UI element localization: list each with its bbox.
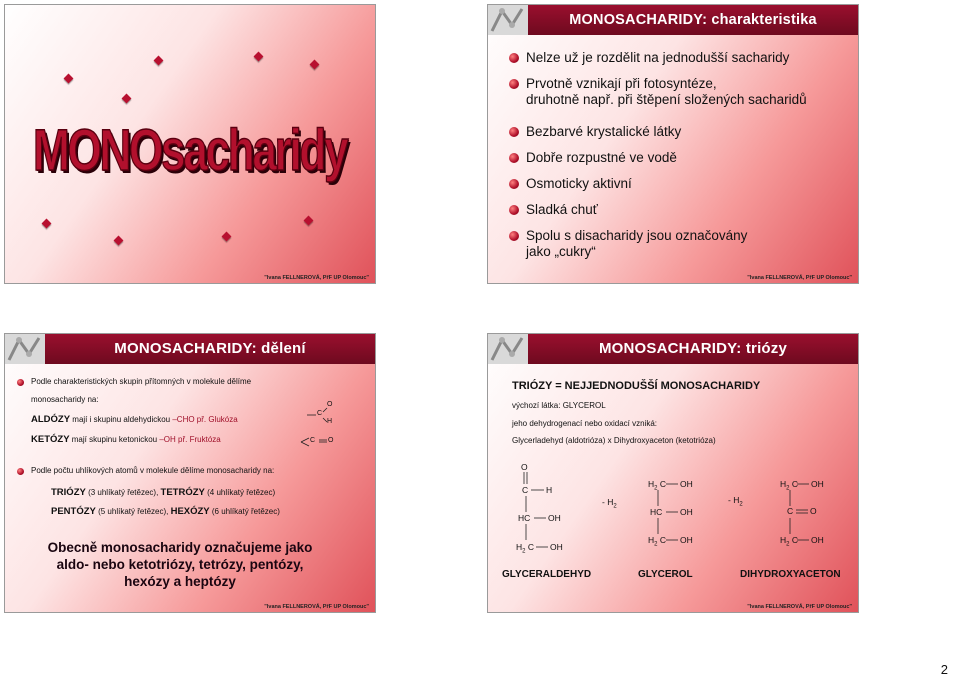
decor-dot bbox=[222, 232, 232, 242]
page-number: 2 bbox=[940, 662, 948, 677]
slide-footer: "Ivana FELLNEROVÁ, PřF UP Olomouc" bbox=[264, 604, 369, 610]
decor-dot bbox=[122, 94, 132, 104]
slide-title-bar bbox=[488, 5, 858, 35]
slide-title bbox=[4, 4, 376, 284]
decor-dot bbox=[304, 216, 314, 226]
atom-label: $H_2$ C bbox=[648, 535, 666, 548]
slide-main-title: MONOsacharidy bbox=[33, 118, 347, 183]
atom-label: OH bbox=[680, 479, 693, 489]
reaction-arrow-label: - $H_2$ bbox=[728, 495, 743, 508]
text-line: výchozí látka: GLYCEROL bbox=[512, 401, 606, 410]
atom-label: HC bbox=[518, 513, 531, 523]
list-item: Spolu s disacharidy jsou označovány jako „cukry“ bbox=[506, 228, 807, 276]
atom-label: C bbox=[522, 485, 529, 495]
slide-classification bbox=[4, 333, 376, 613]
atom-label: O bbox=[521, 462, 528, 472]
bullet-icon bbox=[509, 205, 519, 215]
atom-label: $H_2$ C bbox=[516, 542, 534, 555]
slide-title: MONOSACHARIDY: triózy bbox=[598, 340, 788, 357]
type-line: PENTÓZY (5 uhlíkatý řetězec), HEXÓZY (6 uhlíkatý řetězec) bbox=[51, 506, 280, 517]
atom-label: OH bbox=[680, 507, 693, 517]
atom-label: OH bbox=[680, 535, 693, 545]
bullet-icon bbox=[509, 153, 519, 163]
decor-dot bbox=[114, 236, 124, 246]
atom-label: O bbox=[810, 506, 817, 516]
compound-label: DIHYDROXYACETON bbox=[740, 569, 841, 580]
atom-label: H bbox=[546, 485, 553, 495]
atom-label: C bbox=[317, 410, 323, 417]
bullet-text-cont: monosacharidy na: bbox=[31, 395, 99, 404]
bullet-icon bbox=[509, 231, 519, 241]
aldozy-line: ALDÓZY mají i skupinu aldehydickou –CHO př. Glukóza bbox=[31, 414, 238, 425]
list-item: Prvotně vznikají při fotosyntéze, druhotně např. při štěpení složených sacharidů bbox=[506, 76, 807, 124]
bullet-icon bbox=[17, 468, 24, 475]
atom-label: $H_2$ C bbox=[780, 479, 798, 492]
compound-label: GLYCERALDEHYD bbox=[502, 569, 592, 580]
type-line: TRIÓZY (3 uhlíkatý řetězec), TETRÓZY (4 uhlíkatý řetězec) bbox=[51, 487, 276, 498]
decor-dot bbox=[64, 74, 74, 84]
decor-dot bbox=[254, 52, 264, 62]
reaction-arrow-label: - $H_2$ bbox=[602, 497, 617, 510]
bullet-text: Podle charakteristických skupin přítomných v molekule dělíme bbox=[17, 377, 251, 386]
slide-title: MONOSACHARIDY: charakteristika bbox=[569, 12, 817, 28]
decor-dot bbox=[154, 56, 164, 66]
bullet-icon bbox=[509, 179, 519, 189]
molecule-icon bbox=[488, 5, 528, 35]
atom-label: HC bbox=[650, 507, 663, 517]
slide-characteristics bbox=[487, 4, 859, 284]
list-item: Osmoticky aktivní bbox=[506, 176, 807, 202]
atom-label: O bbox=[327, 401, 333, 408]
compound-label: GLYCEROL bbox=[638, 569, 693, 580]
bullet-icon bbox=[509, 53, 519, 63]
atom-label: $H_2$ C bbox=[780, 535, 798, 548]
bullet-icon bbox=[509, 79, 519, 89]
ketozy-line: KETÓZY mají skupinu ketonickou –OH př. Fruktóza bbox=[31, 434, 221, 445]
list-item: Bezbarvé krystalické látky bbox=[506, 124, 807, 150]
slide-footer: "Ivana FELLNEROVÁ, PřF UP Olomouc" bbox=[747, 604, 852, 610]
decor-dot bbox=[310, 60, 320, 70]
atom-label: OH bbox=[811, 535, 824, 545]
atom-label: OH bbox=[811, 479, 824, 489]
atom-label: C bbox=[310, 437, 316, 444]
slide-trioses bbox=[487, 333, 859, 613]
list-item: Dobře rozpustné ve vodě bbox=[506, 150, 807, 176]
summary-text: Obecně monosacharidy označujeme jako aldo- nebo ketotriózy, tetrózy, pentózy, hexózy a heptózy bbox=[47, 540, 313, 589]
atom-label: C bbox=[787, 506, 794, 516]
atom-label: $H_2$ C bbox=[648, 479, 666, 492]
slide-title: MONOSACHARIDY: dělení bbox=[114, 340, 306, 357]
atom-label: OH bbox=[548, 513, 561, 523]
bullet-icon bbox=[509, 127, 519, 137]
slide-footer: "Ivana FELLNEROVÁ, PřF UP Olomouc" bbox=[747, 275, 852, 281]
decor-dot bbox=[42, 219, 52, 229]
text-line: jeho dehydrogenací nebo oxidací vzniká: bbox=[512, 419, 657, 428]
atom-label: OH bbox=[550, 542, 563, 552]
list-item: Nelze už je rozdělit na jednodušší sacharidy bbox=[506, 50, 807, 76]
atom-label: O bbox=[328, 437, 334, 444]
trioses-heading: TRIÓZY = NEJJEDNODUŠŠÍ MONOSACHARIDY bbox=[512, 380, 761, 392]
list-item: Sladká chuť bbox=[506, 202, 807, 228]
atom-label: H bbox=[327, 418, 333, 425]
slide-footer: "Ivana FELLNEROVÁ, PřF UP Olomouc" bbox=[264, 275, 369, 281]
text-line: Glycerladehyd (aldotrióza) x Dihydroxyaceton (ketotrióza) bbox=[512, 436, 716, 445]
bullet-list bbox=[506, 50, 807, 276]
bullet-text: Podle počtu uhlíkových atomů v molekule dělíme monosacharidy na: bbox=[17, 466, 274, 475]
